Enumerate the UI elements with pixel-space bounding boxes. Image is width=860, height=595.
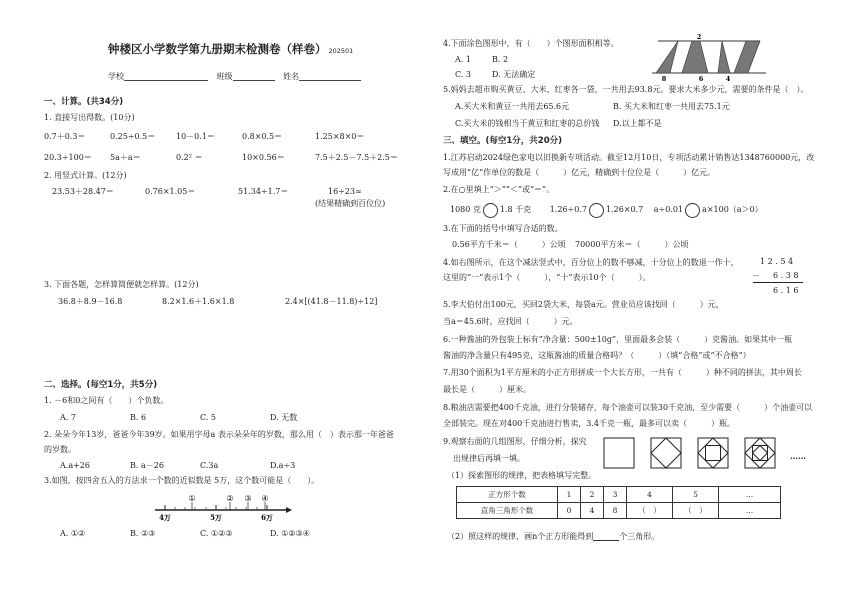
choice-option: A. ①② [60, 529, 86, 538]
choice-option: D. 无法确定 [492, 70, 536, 79]
calc-item: 10－0.1＝ [176, 132, 215, 141]
figure-label: 4 [725, 75, 731, 83]
page-title: 钟楼区小学数学第九册期末检测卷（样卷） 202501 [108, 42, 354, 56]
fill-3: 3.在下面的括号中填写合适的数。 [443, 224, 563, 233]
table-cell-blank[interactable]: （ ） [673, 503, 719, 519]
question-1-1: 1. 直接写出得数。(10分) [44, 113, 135, 122]
choice-option: D. 无数 [270, 413, 298, 422]
nl-tick-label: 5万 [210, 513, 222, 522]
square-pattern-figure [603, 437, 793, 473]
calc-note: (结果精确到百位位) [315, 199, 386, 208]
choice-3: 3.如图，按四舍五入的方法求一个数的近似数是 5万，这个数可能是（ ）。 [44, 476, 320, 485]
table-cell: 3 [604, 487, 627, 503]
subtraction-top: 1 2 . 5 4 [760, 257, 794, 266]
subtraction-minus: － [752, 271, 760, 280]
choice-option: B. 2 [492, 55, 509, 64]
table-cell: 正方形个数 [457, 487, 558, 503]
figure-label: 2 [696, 33, 702, 41]
table-cell: 直角三角形个数 [457, 503, 558, 519]
table-row [457, 487, 781, 503]
choice-option: A.买大米和黄豆一共用去65.6元 [455, 102, 570, 111]
calc-item: 7.5＋2.5－7.5＋2.5＝ [315, 153, 398, 162]
figure-label: 6 [698, 75, 704, 83]
choice-option: A. 1 [455, 55, 471, 64]
calc-item: 51.34÷1.7＝ [238, 187, 289, 196]
calc-item: 8.2×1.6＋1.6×1.8 [162, 297, 235, 306]
choice-option: C.买大米的钱相当于黄豆和红枣的总价钱 [455, 119, 600, 128]
table-cell: 4 [627, 487, 673, 503]
fill-2: 2.在○里填上“＞”“＜”或“＝”。 [443, 185, 555, 194]
choice-option: B. a－26 [130, 461, 164, 470]
fill-6-line1: 6.一种酱油的外包装上标有“净含量：500±10g”，里面最多会装（ ）克酱油。如果其中一瓶 [443, 335, 793, 344]
calc-item: 0.8×0.5＝ [242, 132, 283, 141]
calc-item: 0.76×1.05＝ [145, 187, 196, 196]
fill-9-part2: （2）照这样的规律，画n个正方形能得到 个三角形。 [447, 532, 660, 541]
choice-option: A. 7 [60, 413, 76, 422]
choice-option: C.3a [200, 461, 219, 470]
calc-item: 5a＋a＝ [110, 153, 141, 162]
choice-2-line1: 2. 朵朵今年13岁，爸爸今年39岁。如果用字母a 表示朵朵年的岁数，那么用（ ）表示那一年爸爸 [44, 430, 394, 439]
fill-1-line2: 写成用“亿”作单位的数是（ ）亿元，精确到十位位是（ ）亿元。 [443, 168, 716, 177]
subtraction-rule [753, 282, 803, 283]
choice-option: C. ①②③ [200, 529, 233, 538]
table-cell: 8 [604, 503, 627, 519]
choice-1: 1. －6和0之间有（ ）个负数。 [44, 396, 169, 405]
fill-8-line1: 8.粮油店需要把400千克油，进行分装储存，每个油壶可以装30千克油，至少需要（ ）个油壶可以 [443, 403, 813, 412]
choice-option: C. 3 [455, 70, 472, 79]
fill-3-item: 0.56平方千米＝（ ）公顷 [452, 240, 566, 249]
ellipsis: …… [790, 451, 806, 461]
calc-item: 10×0.56＝ [242, 153, 285, 162]
question-1-2: 2. 用竖式计算。(12分) [44, 171, 127, 180]
compare-circle[interactable] [589, 203, 604, 218]
figure-label: 8 [661, 75, 667, 83]
fill-7-line2: 最长是（ ）厘米。 [443, 385, 531, 394]
number-line-figure [150, 492, 295, 522]
fill-9-line1: 9.观察右面的几组图形，仔细分析，探究 [443, 437, 587, 446]
table-cell: 5 [673, 487, 719, 503]
nl-mark: ② [226, 494, 234, 503]
nl-tick-label: 4万 [159, 513, 171, 522]
choice-option: D.以上都不是 [613, 119, 662, 128]
student-info-line: 学校 班级 姓名 [108, 72, 361, 81]
section-1-heading: 一、计算。(共34分) [44, 97, 124, 107]
calc-item: 0.25÷0.5＝ [110, 132, 156, 141]
fill-8-line2: 全部装完。现在对400千克油进行售卖，3.4千克一瓶，最多可以卖（ ）瓶。 [443, 419, 735, 428]
calc-item: 23.53＋28.47＝ [52, 187, 114, 196]
calc-item: 1.25×8×0＝ [315, 132, 365, 141]
table-cell-blank[interactable]: （ ） [627, 503, 673, 519]
table-row [457, 503, 781, 519]
fill-3-item: 70000平方米＝（ ）公顷 [575, 240, 689, 249]
fill-9-part1: （1）探索图形的规律，把表格填写完整。 [447, 471, 597, 480]
table-cell: … [719, 487, 781, 503]
choice-option: D.a÷3 [270, 461, 296, 470]
calc-item: 0.7＋0.3＝ [44, 132, 86, 141]
subtraction-subtrahend: 6 . 3 8 [773, 271, 799, 280]
choice-2-line2: 的岁数。 [44, 445, 76, 454]
choice-option: B. 买大米和红枣一共用去75.1元 [613, 102, 730, 111]
fill-7-line1: 7.用30个面积为1平方厘米的小正方形拼成一个大长方形，一共有（ ）种不同的拼法，其中周长 [443, 368, 802, 377]
nl-tick-label: 6万 [261, 513, 273, 522]
compare-circle[interactable] [483, 203, 498, 218]
fill-1-line1: 1.江苏启动2024绿色家电以旧换新专项活动。截至12月10日，专项活动累计销售达1348760000元，改 [443, 153, 815, 162]
choice-option: B. 6 [130, 413, 147, 422]
fill-4-line2: 这里的“一”表示1个（ ），“十”表示10个（ ）。 [443, 273, 651, 282]
choice-option: C. 5 [200, 413, 217, 422]
section-3-heading: 三、填空。(每空1分，共20分) [443, 136, 563, 146]
question-1-3: 3. 下面各题，怎样算简便就怎样算。(12分) [44, 280, 199, 289]
calc-item: 0.2² ＝ [176, 153, 203, 162]
shaded-shapes-figure [648, 33, 770, 83]
pattern-table [456, 486, 781, 519]
nl-mark: ③ [244, 494, 252, 503]
calc-item: 16÷23≈ [328, 187, 362, 196]
choice-option: D. ①②③④ [270, 529, 310, 538]
table-cell: 2 [581, 487, 604, 503]
table-cell: 4 [581, 503, 604, 519]
fill-5-line2: 当a＝45.6时，应找回（ ）元。 [443, 317, 578, 326]
compare-row: 1080 克 1.8 千克 1.26÷0.7 1.26×0.7 a÷0.01 a×100（a＞0） [450, 201, 763, 218]
table-cell: … [719, 503, 781, 519]
choice-option: B. ②③ [130, 529, 156, 538]
fill-9-line2: 出规律后再填一填。 [453, 454, 525, 463]
choice-option: A.a+26 [60, 461, 90, 470]
choice-5: 5.妈妈去超市购买黄豆、大米、红枣各一袋，一共用去93.8元。要求大米多少元，需要的条件是（ ）。 [443, 85, 809, 94]
calc-item: 2.4×[(41.8－11.8)÷12] [285, 297, 378, 306]
subtraction-result: 6 . 1 6 [773, 286, 799, 295]
calc-item: 20.3÷100＝ [44, 153, 92, 162]
compare-circle[interactable] [685, 203, 700, 218]
choice-4: 4.下面涂色图形中，有（ ）个图形面积相等。 [443, 39, 619, 48]
table-cell: 0 [558, 503, 581, 519]
section-2-heading: 二、选择。(每空1分，共5分) [44, 380, 158, 390]
nl-mark: ① [188, 494, 196, 503]
fill-4-line1: 4.如右图所示，在这个减法竖式中，百分位上的数不够减，十分位上的数退一作十， [443, 258, 739, 267]
nl-mark: ④ [261, 494, 269, 503]
table-cell: 1 [558, 487, 581, 503]
fill-5-line1: 5.李大伯付出100元，买回2袋大米，每袋a元。营业员应该找回（ ）元， [443, 300, 724, 309]
answer-blank[interactable] [593, 532, 619, 541]
calc-item: 36.8＋8.9－16.8 [58, 297, 123, 306]
fill-6-line2: 酱油的净含量只有495克，这瓶酱油的质量合格吗？（ ）（填“合格”或“不合格”） [443, 351, 751, 360]
